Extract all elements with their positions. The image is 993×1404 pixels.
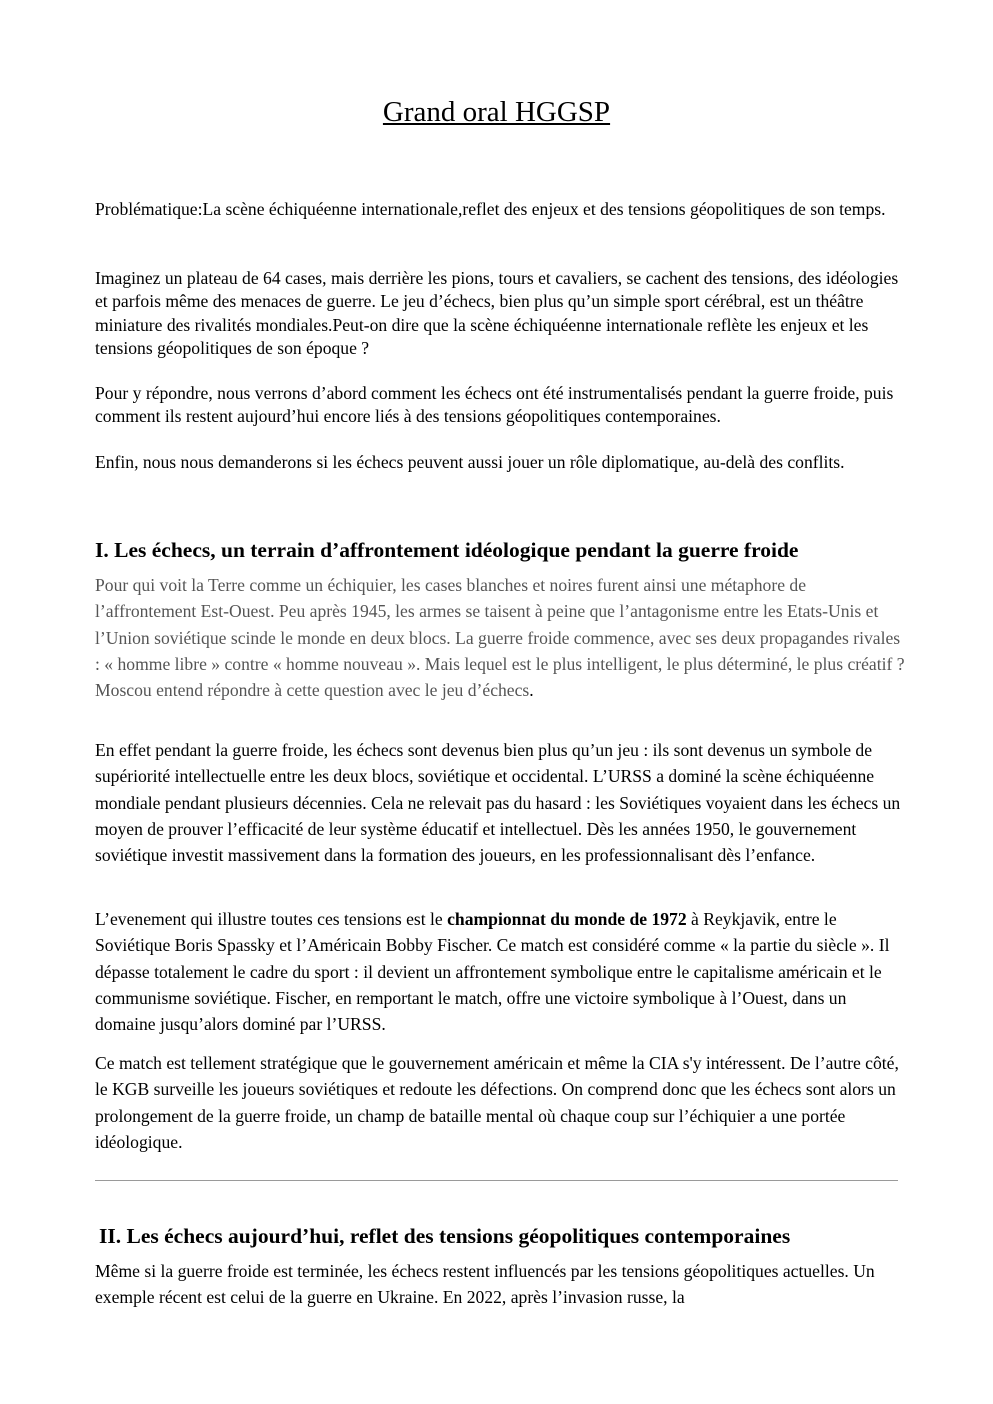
section-1-quote-period: .: [529, 680, 534, 701]
plan-conclusion-paragraph: Enfin, nous nous demanderons si les échecs peuvent aussi jouer un rôle diplomatique, au-delà des conflits.: [95, 452, 845, 472]
problematique-paragraph: Problématique:La scène échiquéenne internationale,reflet des enjeux et des tensions géopolitiques de son temps.: [95, 199, 886, 219]
section-2-heading: II. Les échecs aujourd’hui, reflet des tensions géopolitiques contemporaines: [99, 1224, 791, 1248]
section-1-paragraph-1: En effet pendant la guerre froide, les échecs sont devenus bien plus qu’un jeu : ils sont devenus un symbole de supériorité intellectuelle entre les deux blocs, soviétique et occidental. L’URSS a dominé la scène échiquéenne mondiale pendant plusieurs décennies. Cela ne relevait pas du hasard : les Soviétiques voyaient dans les échecs un moyen de prouver l’efficacité de leur système éducatif et intellectuel. Dès les années 1950, le gouvernement soviétique investit massivement dans la formation des joueurs, en les professionnalisant dès l’enfance.: [95, 740, 901, 866]
section-1-quote: [95, 572, 905, 703]
section-2-paragraph-1: Même si la guerre froide est terminée, les échecs restent influencés par les tensions géopolitiques actuelles. Un exemple récent est celui de la guerre en Ukraine. En 2022, après l’invasion russe, la: [95, 1261, 875, 1308]
horizontal-divider: [95, 1180, 898, 1181]
section-1-paragraph-2-end: à Reykjavik, entre le Soviétique Boris Spassky et l’Américain Bobby Fischer. Ce match est considéré comme « la partie du siècle ». Il dépasse totalement le cadre du sport : il devient un affrontement symbolique entre le capitalisme américain et le communisme soviétique. Fischer, en remportant le match, offre une victoire symbolique à l’Ouest, dans un domaine jusqu’alors dominé par l’URSS.: [95, 909, 890, 1035]
championship-highlight: championnat du monde de 1972: [447, 909, 687, 929]
section-1-quote-text: Pour qui voit la Terre comme un échiquier, les cases blanches et noires furent ainsi une métaphore de l’affrontement Est-Ouest. Peu après 1945, les armes se taisent à peine que l’antagonisme entre les Etats-Unis et l’Union soviétique scinde le monde en deux blocs. La guerre froide commence, avec ses deux propagandes rivales : « homme libre » contre « homme nouveau ». Mais lequel est le plus intelligent, le plus déterminé, le plus créatif ? Moscou entend répondre à cette question avec le jeu d’échecs: [95, 575, 905, 701]
plan-paragraph: Pour y répondre, nous verrons d’abord comment les échecs ont été instrumentalisés pendant la guerre froide, puis comment ils restent aujourd’hui encore liés à des tensions géopolitiques contemporaines.: [95, 383, 894, 427]
section-1-paragraph-2-start: L’evenement qui illustre toutes ces tensions est le: [95, 909, 448, 929]
intro-paragraph: Imaginez un plateau de 64 cases, mais derrière les pions, tours et cavaliers, se cachent des tensions, des idéologies et parfois même des menaces de guerre. Le jeu d’échecs, bien plus qu’un simple sport cérébral, est un théâtre miniature des rivalités mondiales.Peut-on dire que la scène échiquéenne internationale reflète les enjeux et les tensions géopolitiques de son époque ?: [95, 268, 899, 358]
section-1-paragraph-3: Ce match est tellement stratégique que le gouvernement américain et même la CIA s'y intéressent. De l’autre côté, le KGB surveille les joueurs soviétiques et redoute les défections. On comprend donc que les échecs sont alors un prolongement de la guerre froide, un champ de bataille mental où chaque coup sur l’échiquier a une portée idéologique.: [95, 1053, 899, 1152]
section-1-heading: I. Les échecs, un terrain d’affrontement idéologique pendant la guerre froide: [95, 538, 799, 562]
document-title: Grand oral HGGSP: [382, 96, 611, 128]
section-1-paragraph-2: [95, 906, 905, 1037]
